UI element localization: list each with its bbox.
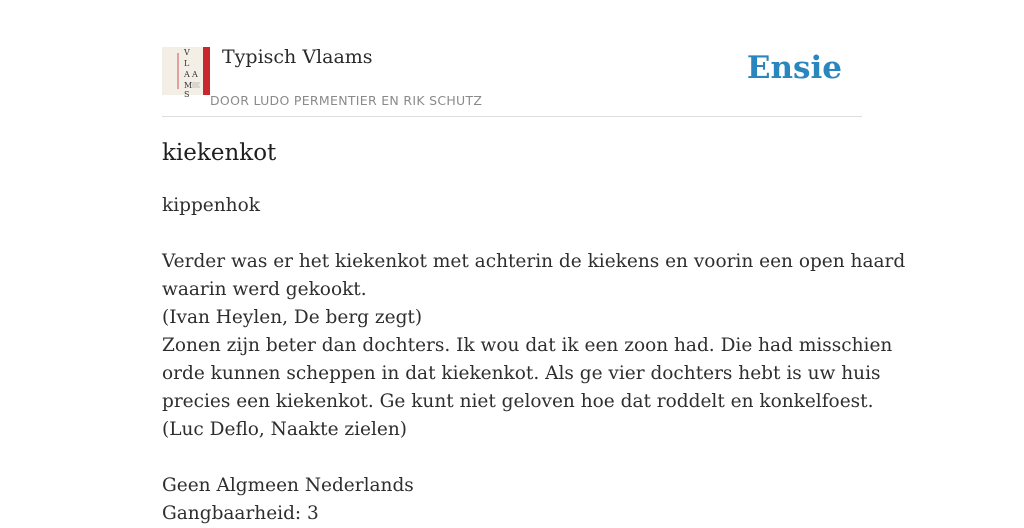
- quote-source: (Ivan Heylen, De berg zegt): [162, 307, 423, 328]
- entry-definition: kippenhok: [162, 195, 260, 216]
- quote-line: Verder was er het kiekenkot met achterin de kiekens en voorin een open haard: [162, 251, 906, 272]
- ensie-logo-link[interactable]: Ensie: [746, 50, 842, 86]
- book-cover-image: [162, 47, 210, 99]
- svg-text:S: S: [184, 90, 190, 99]
- entry-body: [162, 192, 906, 528]
- svg-text:M: M: [184, 81, 193, 90]
- quote-line: precies een kiekenkot. Ge kunt niet geloven hoe dat roddelt en konkelfoest.: [162, 391, 874, 412]
- spacer: [162, 220, 852, 248]
- entry-usage: Gangbaarheid: 3: [162, 503, 319, 524]
- svg-text:A: A: [192, 70, 198, 79]
- entry-title: kiekenkot: [162, 140, 277, 166]
- svg-text:A: A: [184, 70, 190, 79]
- source-byline: DOOR LUDO PERMENTIER EN RIK SCHUTZ: [210, 93, 483, 108]
- source-header: [162, 44, 862, 117]
- quote-line: Zonen zijn beter dan dochters. Ik wou dat ik een zoon had. Die had misschien: [162, 335, 893, 356]
- svg-text:L: L: [184, 59, 190, 68]
- source-title[interactable]: Typisch Vlaams: [222, 46, 373, 68]
- spacer: [162, 444, 852, 472]
- quote-line: waarin werd gekookt.: [162, 279, 367, 300]
- svg-text:V: V: [184, 48, 190, 57]
- quote-line: orde kunnen scheppen in dat kiekenkot. Als ge vier dochters hebt is uw huis: [162, 363, 881, 384]
- book-cover-thumbnail[interactable]: [162, 47, 210, 99]
- quote-source: (Luc Deflo, Naakte zielen): [162, 419, 408, 440]
- entry-classification: Geen Algmeen Nederlands: [162, 475, 414, 496]
